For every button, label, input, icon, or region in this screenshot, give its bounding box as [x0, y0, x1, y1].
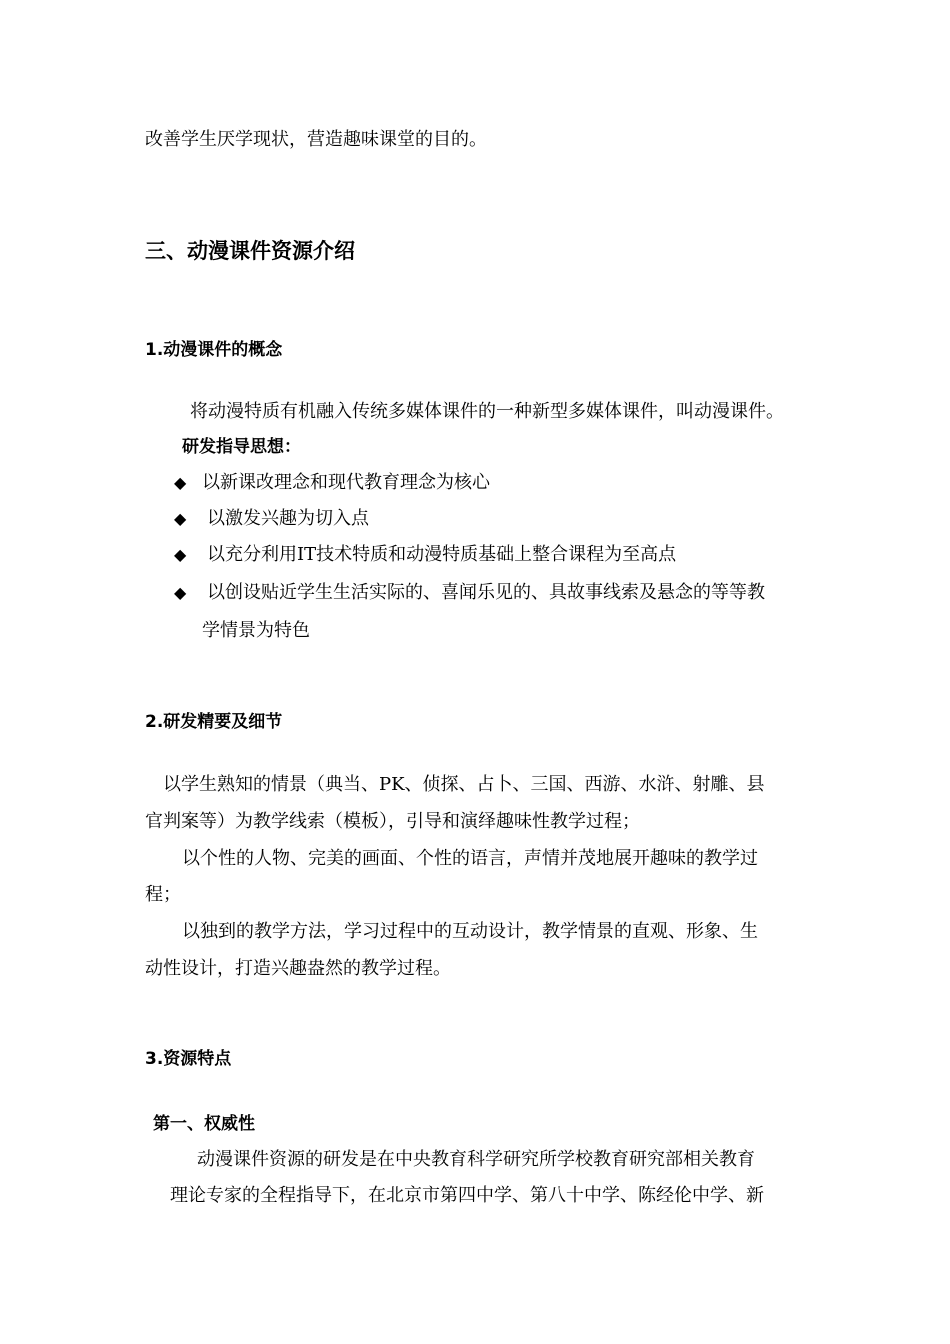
paragraph-3-line-2: 动性设计，打造兴趣盎然的教学过程。	[145, 958, 451, 979]
intro-tail-text: 改善学生厌学现状，营造趣味课堂的目的。	[145, 129, 487, 150]
bullet-item-4-continuation: 学情景为特色	[202, 620, 310, 641]
subsection-2-heading: 2.研发精要及细节	[145, 712, 283, 732]
paragraph-1-line-2: 官判案等）为教学线索（模板），引导和演绎趣味性教学过程；	[145, 811, 640, 832]
paragraph-2-line-1: 以个性的人物、完美的画面、个性的语言，声情并茂地展开趣味的教学过	[182, 848, 758, 869]
bullet-item-4: 以创设贴近学生生活实际的、喜闻乐见的、具故事线索及悬念的等等教	[207, 582, 765, 603]
bullet-diamond-icon: ◆	[174, 545, 187, 564]
bullet-item-1: 以新课改理念和现代教育理念为核心	[202, 472, 490, 493]
paragraph-1-line-1: 以学生熟知的情景（典当、PK、侦探、占卜、三国、西游、水浒、射雕、县	[163, 774, 765, 795]
paragraph-2-line-2: 程；	[145, 884, 181, 905]
bullet-diamond-icon: ◆	[174, 473, 187, 492]
paragraph-3-line-1: 以独到的教学方法，学习过程中的互动设计，教学情景的直观、形象、生	[182, 921, 758, 942]
subsection-3-heading: 3.资源特点	[145, 1049, 232, 1069]
section-title: 三、动漫课件资源介绍	[145, 239, 355, 263]
bullet-diamond-icon: ◆	[174, 509, 187, 528]
bullet-item-3: 以充分利用IT技术特质和动漫特质基础上整合课程为至高点	[207, 544, 677, 565]
feature-paragraph-line-2: 理论专家的全程指导下，在北京市第四中学、第八十中学、陈经伦中学、新	[170, 1185, 764, 1206]
bullet-item-2: 以激发兴趣为切入点	[207, 508, 369, 529]
bullet-diamond-icon: ◆	[174, 583, 187, 602]
subsection-1-heading: 1.动漫课件的概念	[145, 340, 283, 360]
feature-first-label: 第一、权威性	[153, 1114, 255, 1134]
definition-text: 将动漫特质有机融入传统多媒体课件的一种新型多媒体课件，叫动漫课件。	[190, 401, 784, 422]
feature-paragraph-line-1: 动漫课件资源的研发是在中央教育科学研究所学校教育研究部相关教育	[197, 1149, 755, 1170]
guide-label: 研发指导思想：	[182, 437, 301, 457]
